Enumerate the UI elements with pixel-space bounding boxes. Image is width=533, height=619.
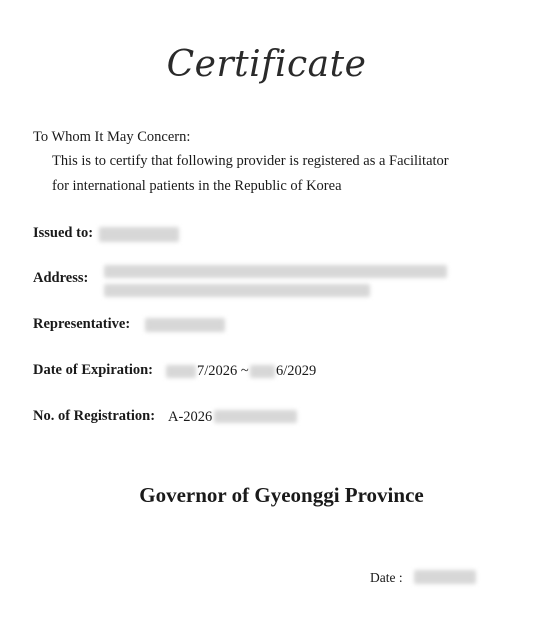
expiration-start-redacted — [166, 365, 196, 378]
address-line-1-redacted — [104, 265, 447, 278]
registration-number: A-2026 — [168, 409, 213, 425]
expiration-start: 7/2026 ~ — [197, 363, 249, 379]
address-label: Address: — [33, 270, 89, 286]
issuer-name: Governor of Gyeonggi Province — [139, 483, 424, 507]
address-line-2-redacted — [104, 284, 370, 297]
certificate-title: Certificate — [166, 44, 367, 85]
representative-label: Representative: — [33, 316, 131, 332]
issued-to-value-redacted — [99, 227, 179, 242]
registration-label: No. of Registration: — [33, 408, 156, 424]
intro-line-2: for international patients in the Republic of Korea — [52, 178, 342, 194]
expiration-end: 6/2029 — [276, 363, 317, 379]
registration-number-redacted — [214, 410, 297, 423]
expiration-label: Date of Expiration: — [33, 362, 154, 378]
salutation: To Whom It May Concern: — [33, 129, 191, 145]
expiration-end-redacted — [250, 365, 275, 378]
date-value-redacted — [414, 570, 476, 584]
intro-line-1: This is to certify that following provider is registered as a Facilitator — [52, 153, 449, 169]
date-label: Date : — [370, 570, 403, 585]
representative-value-redacted — [145, 318, 225, 332]
issued-to-label: Issued to: — [33, 225, 94, 241]
